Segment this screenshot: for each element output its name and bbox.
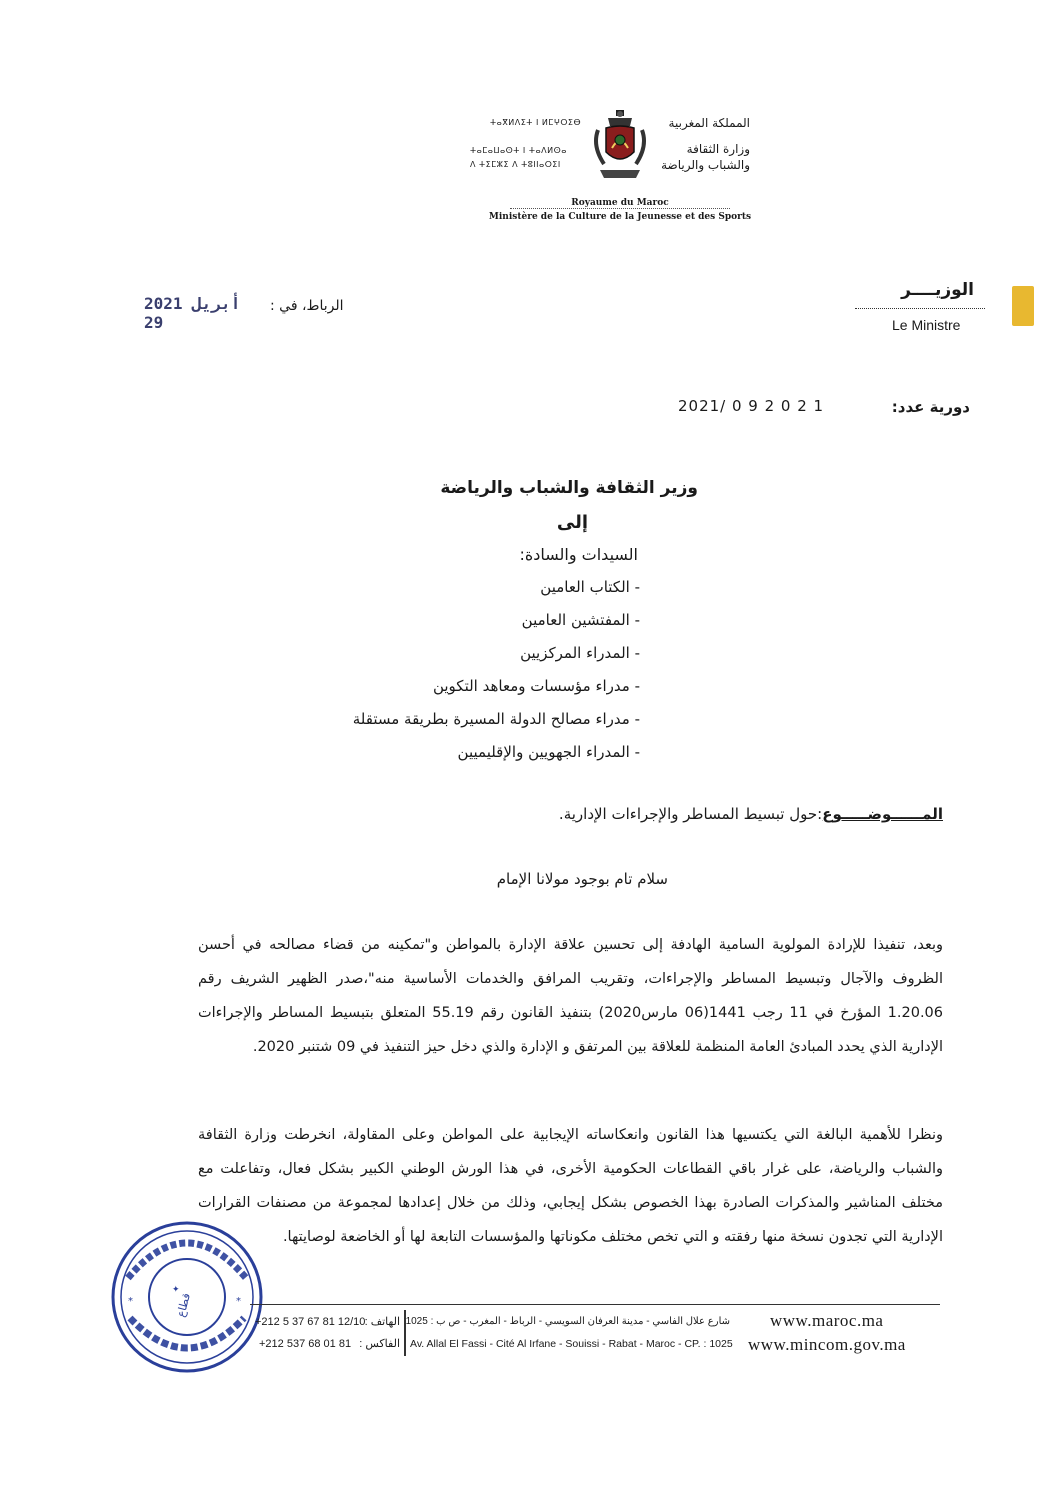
footer-address-ar: شارع علال الفاسي - مدينة العرفان السويسي - الرباط - المغرب - ص ب : 1025: [405, 1316, 730, 1327]
svg-text:*: *: [236, 1296, 241, 1307]
letterhead-divider: [510, 208, 730, 209]
place-label: الرباط، في :: [270, 298, 344, 314]
body-paragraph: ونظرا للأهمية البالغة التي يكتسيها هذا القانون وانعكاساته الإيجابية على المواطن وعلى المقاولة، انخرطت وزارة الثقافة والشباب والرياضة، على غرار باقي القطاعات الحكومية الأخرى، في هذا الورش الوطني الكبير بشكل فعال، وتفاعلت مع مختلف المناشير والمذكرات الصادرة بهذا الخصوص بشكل إيجابي، وذلك من خلال إعدادها لمجموعة من مصنفات القرارات الإدارية التي تجدون نسخة منها رفقته و التي تخص مختلف مكوناتها والمؤسسات التابعة لها أو الخاضعة لوصايتها.: [198, 1127, 943, 1245]
recipient-item: - المدراء الجهويين والإقليميين: [457, 743, 640, 761]
date-stamp: 2021 أبريل 29: [144, 294, 241, 332]
footer-fax: +212 537 68 01 81: [259, 1338, 352, 1350]
subject-line: [559, 805, 943, 823]
to-word: إلى: [556, 512, 588, 533]
circular-label: دورية عدد:: [891, 398, 970, 416]
subject-label: المــــــوضـــــوع: [822, 805, 943, 823]
letterhead-ministere: Ministère de la Culture de la Jeunesse et des Sports: [488, 212, 752, 222]
minister-title-fr: Le Ministre: [892, 317, 961, 333]
circular-number: 2021/ 0 9 2 0 2 1: [678, 397, 825, 415]
salutation: السيدات والسادة:: [519, 545, 638, 564]
recipient-item: - المدراء المركزيين: [520, 644, 640, 662]
official-stamp-icon: [108, 1218, 266, 1376]
gold-sticky-tab: [1012, 286, 1034, 326]
letterhead: [470, 108, 770, 223]
minister-title-ar: الوزيــــر: [901, 280, 974, 300]
letterhead-arabic-ministry-1: وزارة الثقافة: [686, 142, 750, 156]
footer-divider: [250, 1304, 940, 1305]
footer-web-link-2[interactable]: www.mincom.gov.ma: [748, 1335, 906, 1354]
footer-fax-label: الفاكس :: [359, 1338, 400, 1350]
svg-text:✦: ✦: [172, 1285, 180, 1295]
footer-web-block: [748, 1309, 906, 1357]
letterhead-tifinagh-kingdom: ⵜⴰⴳⵍⴷⵉⵜ ⵏ ⵍⵎⵖⵔⵉⴱ: [490, 118, 582, 127]
greeting: سلام تام بوجود مولانا الإمام: [496, 870, 668, 888]
svg-text:قطاع: قطاع: [174, 1291, 194, 1319]
recipient-item: - مدراء مصالح الدولة المسيرة بطريقة مستقلة: [352, 710, 640, 728]
letterhead-royaume: Royaume du Maroc: [571, 198, 669, 208]
minister-divider: [855, 308, 985, 309]
letterhead-arabic-kingdom: المملكة المغربية: [668, 116, 750, 130]
footer-address-block: [405, 1311, 733, 1355]
footer-phone-labels: [350, 1311, 400, 1355]
coat-of-arms-icon: [592, 108, 648, 188]
letterhead-tifinagh-ministry-2: ⴷ ⵜⵉⵎⵣⵉ ⴷ ⵜⵓⵏⵏⴰⵔⵉⵏ: [470, 160, 561, 169]
footer-address-fr: Av. Allal El Fassi - Cité Al Irfane - Souissi - Rabat - Maroc - CP. : 1025: [410, 1338, 733, 1350]
letterhead-arabic-ministry-2: والشباب والرياضة: [661, 158, 750, 172]
recipient-item: - الكتاب العامين: [540, 578, 640, 596]
footer-phone-label: الهاتف :: [364, 1316, 400, 1328]
recipient-list: [140, 578, 640, 776]
svg-text:*: *: [128, 1296, 133, 1307]
footer-phone: +212 5 37 67 81 12/10: [255, 1316, 366, 1328]
body-paragraph: وبعد، تنفيذا للإرادة المولوية السامية الهادفة إلى تحسين علاقة الإدارة بالمواطن و"تمكينه من قضاء مصالحه في أحسن الظروف والآجال وتبسيط المساطر والإجراءات، وتقريب المرافق والخدمات الأساسية منه"،صدر الظهير الشريف رقم 1.20.06 المؤرخ في 11 رجب 1441(06 مارس2020) بتنفيذ القانون رقم 55.19 المتعلق بتبسيط المساطر والإجراءات الإدارية الذي يحدد المبادئ العامة المنظمة للعلاقة بين المرتفق و الإدارة والذي دخل حيز التنفيذ في 09 شتنبر 2020.: [198, 937, 944, 1055]
letterhead-tifinagh-ministry-1: ⵜⴰⵎⴰⵡⴰⵙⵜ ⵏ ⵜⴰⴷⵍⵙⴰ: [470, 146, 567, 155]
recipient-item: - مدراء مؤسسات ومعاهد التكوين: [432, 677, 640, 695]
recipient-item: - المفتشين العامين: [521, 611, 640, 629]
footer-web-link-1[interactable]: www.maroc.ma: [770, 1311, 884, 1330]
sender-title: وزير الثقافة والشباب والرياضة: [440, 478, 698, 498]
subject-text: :حول تبسيط المساطر والإجراءات الإدارية.: [558, 805, 823, 823]
